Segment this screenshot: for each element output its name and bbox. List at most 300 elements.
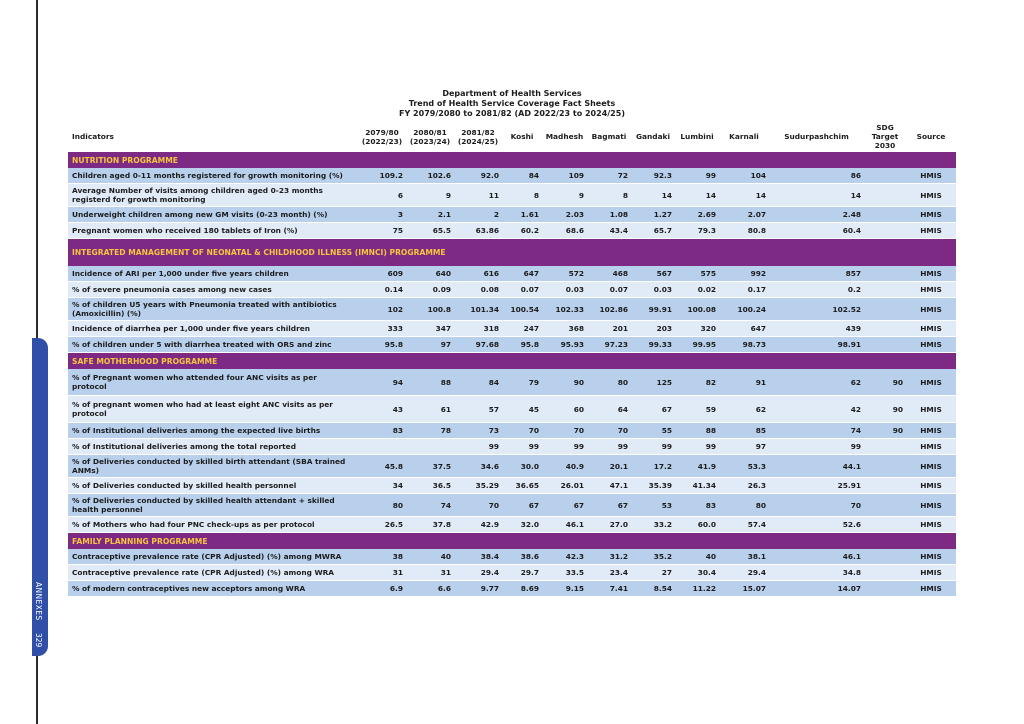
sdg-target-cell: 90 [864,369,906,396]
value-cell: 31 [406,565,454,581]
value-cell: 104 [719,168,769,184]
section-title: NUTRITION PROGRAMME [68,152,956,168]
value-cell: 2.03 [542,207,587,223]
value-cell: 59 [675,396,719,423]
value-cell: 3 [358,207,406,223]
sdg-target-cell [864,337,906,353]
source-cell: HMIS [906,478,956,494]
value-cell: 572 [542,266,587,282]
value-cell: 80.8 [719,223,769,239]
value-cell: 616 [454,266,502,282]
indicator-cell: Average Number of visits among children aged 0-23 months registerd for growth monitoring [68,184,358,207]
value-cell: 29.4 [719,565,769,581]
value-cell: 99 [502,439,542,455]
value-cell: 72 [587,168,631,184]
indicator-cell: % of Institutional deliveries among the total reported [68,439,358,455]
value-cell: 40 [406,549,454,565]
value-cell: 62 [769,369,864,396]
value-cell: 100.8 [406,298,454,321]
value-cell: 55 [631,423,675,439]
value-cell: 102.33 [542,298,587,321]
value-cell: 0.03 [542,282,587,298]
value-cell: 85 [719,423,769,439]
value-cell: 14 [675,184,719,207]
indicator-cell: % of Deliveries conducted by skilled health personnel [68,478,358,494]
value-cell: 67 [502,494,542,517]
value-cell: 99 [587,439,631,455]
value-cell: 80 [719,494,769,517]
value-cell: 575 [675,266,719,282]
value-cell: 14 [719,184,769,207]
source-cell: HMIS [906,581,956,597]
value-cell: 47.1 [587,478,631,494]
value-cell: 0.09 [406,282,454,298]
value-cell: 99 [675,168,719,184]
value-cell: 70 [542,423,587,439]
value-cell: 38.6 [502,549,542,565]
value-cell: 37.8 [406,517,454,533]
value-cell: 8.54 [631,581,675,597]
sdg-target-cell [864,282,906,298]
value-cell: 63.86 [454,223,502,239]
value-cell: 14.07 [769,581,864,597]
indicator-cell: Incidence of ARI per 1,000 under five years children [68,266,358,282]
value-cell: 78 [406,423,454,439]
indicator-cell: Contraceptive prevalence rate (CPR Adjusted) (%) among MWRA [68,549,358,565]
table-row [68,223,956,239]
value-cell: 1.27 [631,207,675,223]
value-cell: 8 [502,184,542,207]
value-cell: 90 [542,369,587,396]
value-cell: 57.4 [719,517,769,533]
source-cell: HMIS [906,455,956,478]
value-cell: 99 [631,439,675,455]
value-cell: 109 [542,168,587,184]
value-cell: 35.29 [454,478,502,494]
value-cell: 30.4 [675,565,719,581]
value-cell: 99 [769,439,864,455]
header-sdg-target: SDG Target 2030 [871,123,899,150]
value-cell: 97 [406,337,454,353]
value-cell: 15.07 [719,581,769,597]
value-cell: 32.0 [502,517,542,533]
value-cell: 439 [769,321,864,337]
sdg-target-cell [864,321,906,337]
sdg-target-cell [864,184,906,207]
value-cell: 0.02 [675,282,719,298]
value-cell: 23.4 [587,565,631,581]
header-source: Source [916,132,946,141]
annex-label: ANNEXES [34,582,43,621]
value-cell: 98.91 [769,337,864,353]
value-cell: 640 [406,266,454,282]
source-cell: HMIS [906,337,956,353]
table-row [68,423,956,439]
value-cell: 67 [631,396,675,423]
source-cell: HMIS [906,494,956,517]
value-cell: 100.24 [719,298,769,321]
header-lumbini: Lumbini [680,132,714,141]
value-cell: 9.77 [454,581,502,597]
value-cell: 33.5 [542,565,587,581]
value-cell: 95.8 [358,337,406,353]
value-cell: 42.3 [542,549,587,565]
value-cell: 60.2 [502,223,542,239]
value-cell: 57 [454,396,502,423]
value-cell: 9 [406,184,454,207]
table-row [68,478,956,494]
indicator-cell: Pregnant women who received 180 tablets of Iron (%) [68,223,358,239]
value-cell: 0.17 [719,282,769,298]
value-cell: 333 [358,321,406,337]
value-cell: 33.2 [631,517,675,533]
value-cell: 99 [675,439,719,455]
source-cell: HMIS [906,439,956,455]
value-cell: 45 [502,396,542,423]
indicator-cell: Children aged 0-11 months registered for growth monitoring (%) [68,168,358,184]
value-cell: 80 [587,369,631,396]
value-cell: 95.93 [542,337,587,353]
section-title: INTEGRATED MANAGEMENT OF NEONATAL & CHILDHOOD ILLNESS (IMNCI) PROGRAMME [68,239,956,267]
table-row [68,207,956,223]
document-title-block [0,89,1024,119]
value-cell: 20.1 [587,455,631,478]
source-cell: HMIS [906,396,956,423]
value-cell: 60.0 [675,517,719,533]
sdg-target-cell [864,565,906,581]
table-row [68,298,956,321]
value-cell: 37.5 [406,455,454,478]
value-cell: 61 [406,396,454,423]
value-cell: 42 [769,396,864,423]
value-cell: 92.3 [631,168,675,184]
value-cell: 31.2 [587,549,631,565]
indicator-cell: % of severe pneumonia cases among new cases [68,282,358,298]
table-row [68,369,956,396]
value-cell: 35.39 [631,478,675,494]
value-cell: 320 [675,321,719,337]
value-cell: 88 [675,423,719,439]
value-cell: 99 [542,439,587,455]
section-title: FAMILY PLANNING PROGRAMME [68,533,956,550]
fact-sheet-table [68,121,956,597]
sdg-target-cell: 90 [864,423,906,439]
value-cell: 97.23 [587,337,631,353]
value-cell: 30.0 [502,455,542,478]
value-cell: 6.9 [358,581,406,597]
value-cell: 52.6 [769,517,864,533]
value-cell: 0.08 [454,282,502,298]
value-cell: 74 [406,494,454,517]
fact-sheet-title: Trend of Health Service Coverage Fact Sheets [408,99,616,108]
value-cell: 70 [587,423,631,439]
value-cell: 6.6 [406,581,454,597]
value-cell: 67 [587,494,631,517]
value-cell: 368 [542,321,587,337]
value-cell: 8 [587,184,631,207]
value-cell: 101.34 [454,298,502,321]
indicator-cell: Incidence of diarrhea per 1,000 under five years children [68,321,358,337]
value-cell: 2.69 [675,207,719,223]
value-cell: 73 [454,423,502,439]
value-cell: 68.6 [542,223,587,239]
value-cell: 36.65 [502,478,542,494]
table-body [68,152,956,597]
source-cell: HMIS [906,369,956,396]
value-cell: 29.7 [502,565,542,581]
value-cell: 27 [631,565,675,581]
value-cell: 567 [631,266,675,282]
value-cell: 97.68 [454,337,502,353]
source-cell: HMIS [906,184,956,207]
value-cell: 857 [769,266,864,282]
fiscal-year-range: FY 2079/2080 to 2081/82 (AD 2022/23 to 2024/25) [399,109,625,118]
value-cell: 43.4 [587,223,631,239]
value-cell: 38 [358,549,406,565]
value-cell: 82 [675,369,719,396]
value-cell: 70 [502,423,542,439]
value-cell: 27.0 [587,517,631,533]
source-cell: HMIS [906,223,956,239]
source-cell: HMIS [906,298,956,321]
value-cell: 0.14 [358,282,406,298]
value-cell: 0.03 [631,282,675,298]
indicator-cell: % of Mothers who had four PNC check-ups as per protocol [68,517,358,533]
value-cell: 38.1 [719,549,769,565]
value-cell: 8.69 [502,581,542,597]
table-row [68,494,956,517]
value-cell: 0.07 [502,282,542,298]
value-cell: 29.4 [454,565,502,581]
sdg-target-cell [864,478,906,494]
value-cell: 46.1 [769,549,864,565]
value-cell: 100.54 [502,298,542,321]
value-cell: 11 [454,184,502,207]
table-row [68,266,956,282]
value-cell: 70 [769,494,864,517]
value-cell: 41.34 [675,478,719,494]
value-cell: 84 [502,168,542,184]
indicator-cell: % of children U5 years with Pneumonia treated with antibiotics (Amoxicillin) (%) [68,298,358,321]
header-karnali: Karnali [729,132,759,141]
value-cell: 14 [769,184,864,207]
value-cell: 9.15 [542,581,587,597]
value-cell: 100.08 [675,298,719,321]
table-row [68,396,956,423]
value-cell: 26.01 [542,478,587,494]
indicator-cell: % of modern contraceptives new acceptors among WRA [68,581,358,597]
header-madhesh: Madhesh [545,132,584,141]
value-cell: 347 [406,321,454,337]
value-cell: 88 [406,369,454,396]
value-cell: 35.2 [631,549,675,565]
value-cell: 83 [358,423,406,439]
value-cell: 7.41 [587,581,631,597]
value-cell: 79.3 [675,223,719,239]
value-cell: 74 [769,423,864,439]
header-bagmati: Bagmati [591,132,627,141]
table-row [68,168,956,184]
value-cell: 14 [631,184,675,207]
sdg-target-cell [864,439,906,455]
section-header-row [68,533,956,550]
value-cell: 203 [631,321,675,337]
value-cell: 43 [358,396,406,423]
value-cell: 95.8 [502,337,542,353]
indicator-cell: % of children under 5 with diarrhea treated with ORS and zinc [68,337,358,353]
value-cell: 647 [719,321,769,337]
value-cell: 91 [719,369,769,396]
value-cell: 40.9 [542,455,587,478]
value-cell: 99.95 [675,337,719,353]
indicator-cell: % of Deliveries conducted by skilled health attendant + skilled health personnel [68,494,358,517]
value-cell: 102.52 [769,298,864,321]
sdg-target-cell: 90 [864,396,906,423]
value-cell: 67 [542,494,587,517]
value-cell: 99.91 [631,298,675,321]
table-row [68,282,956,298]
value-cell: 34.6 [454,455,502,478]
value-cell: 647 [502,266,542,282]
value-cell: 102 [358,298,406,321]
source-cell: HMIS [906,549,956,565]
table-row [68,439,956,455]
indicator-cell: Contraceptive prevalence rate (CPR Adjusted) (%) among WRA [68,565,358,581]
value-cell: 609 [358,266,406,282]
value-cell: 99 [454,439,502,455]
value-cell [406,439,454,455]
value-cell: 2.1 [406,207,454,223]
value-cell: 99.33 [631,337,675,353]
table-row [68,565,956,581]
header-2079-80: 2079/80 (2022/23) [361,127,403,146]
indicator-cell: % of pregnant women who had at least eight ANC visits as per protocol [68,396,358,423]
value-cell: 70 [454,494,502,517]
source-cell: HMIS [906,282,956,298]
value-cell: 92.0 [454,168,502,184]
table-row [68,455,956,478]
value-cell: 60 [542,396,587,423]
value-cell: 38.4 [454,549,502,565]
value-cell: 44.1 [769,455,864,478]
value-cell: 34.8 [769,565,864,581]
value-cell: 26.5 [358,517,406,533]
indicator-cell: % of Pregnant women who attended four ANC visits as per protocol [68,369,358,396]
header-gandaki: Gandaki [635,132,671,141]
table-row [68,184,956,207]
table-row [68,321,956,337]
value-cell: 80 [358,494,406,517]
header-2080-81: 2080/81 (2023/24) [409,127,451,146]
header-sudurpashchim: Sudurpashchim [784,132,849,141]
value-cell: 86 [769,168,864,184]
value-cell: 94 [358,369,406,396]
value-cell: 31 [358,565,406,581]
value-cell: 41.9 [675,455,719,478]
value-cell: 17.2 [631,455,675,478]
value-cell: 64 [587,396,631,423]
sdg-target-cell [864,581,906,597]
sdg-target-cell [864,494,906,517]
source-cell: HMIS [906,565,956,581]
sdg-target-cell [864,168,906,184]
source-cell: HMIS [906,517,956,533]
value-cell: 36.5 [406,478,454,494]
value-cell: 1.08 [587,207,631,223]
sdg-target-cell [864,266,906,282]
value-cell: 6 [358,184,406,207]
table-row [68,337,956,353]
sdg-target-cell [864,517,906,533]
indicator-cell: % of Institutional deliveries among the expected live births [68,423,358,439]
sdg-target-cell [864,455,906,478]
value-cell: 2 [454,207,502,223]
value-cell: 34 [358,478,406,494]
value-cell: 318 [454,321,502,337]
value-cell: 102.86 [587,298,631,321]
indicator-cell: % of Deliveries conducted by skilled birth attendant (SBA trained ANMs) [68,455,358,478]
section-title: SAFE MOTHERHOOD PROGRAMME [68,353,956,370]
indicator-cell: Underweight children among new GM visits (0-23 month) (%) [68,207,358,223]
sdg-target-cell [864,298,906,321]
value-cell [358,439,406,455]
value-cell: 125 [631,369,675,396]
value-cell: 1.61 [502,207,542,223]
section-header-row [68,353,956,370]
value-cell: 53 [631,494,675,517]
value-cell: 201 [587,321,631,337]
value-cell: 98.73 [719,337,769,353]
header-indicators: Indicators [72,132,114,141]
table-header-row [68,121,956,152]
sdg-target-cell [864,549,906,565]
value-cell: 2.48 [769,207,864,223]
value-cell: 60.4 [769,223,864,239]
value-cell: 0.2 [769,282,864,298]
page-number: 329 [34,633,43,648]
sdg-target-cell [864,223,906,239]
value-cell: 97 [719,439,769,455]
value-cell: 42.9 [454,517,502,533]
value-cell: 65.7 [631,223,675,239]
value-cell: 53.3 [719,455,769,478]
source-cell: HMIS [906,168,956,184]
value-cell: 46.1 [542,517,587,533]
source-cell: HMIS [906,207,956,223]
value-cell: 2.07 [719,207,769,223]
value-cell: 45.8 [358,455,406,478]
table-row [68,549,956,565]
table-row [68,581,956,597]
value-cell: 25.91 [769,478,864,494]
value-cell: 62 [719,396,769,423]
value-cell: 26.3 [719,478,769,494]
value-cell: 9 [542,184,587,207]
section-header-row [68,239,956,267]
value-cell: 75 [358,223,406,239]
section-header-row [68,152,956,168]
header-koshi: Koshi [510,132,534,141]
department-title: Department of Health Services [442,89,582,98]
source-cell: HMIS [906,423,956,439]
value-cell: 0.07 [587,282,631,298]
value-cell: 65.5 [406,223,454,239]
header-2081-82: 2081/82 (2024/25) [457,127,499,146]
value-cell: 84 [454,369,502,396]
value-cell: 992 [719,266,769,282]
value-cell: 40 [675,549,719,565]
value-cell: 468 [587,266,631,282]
